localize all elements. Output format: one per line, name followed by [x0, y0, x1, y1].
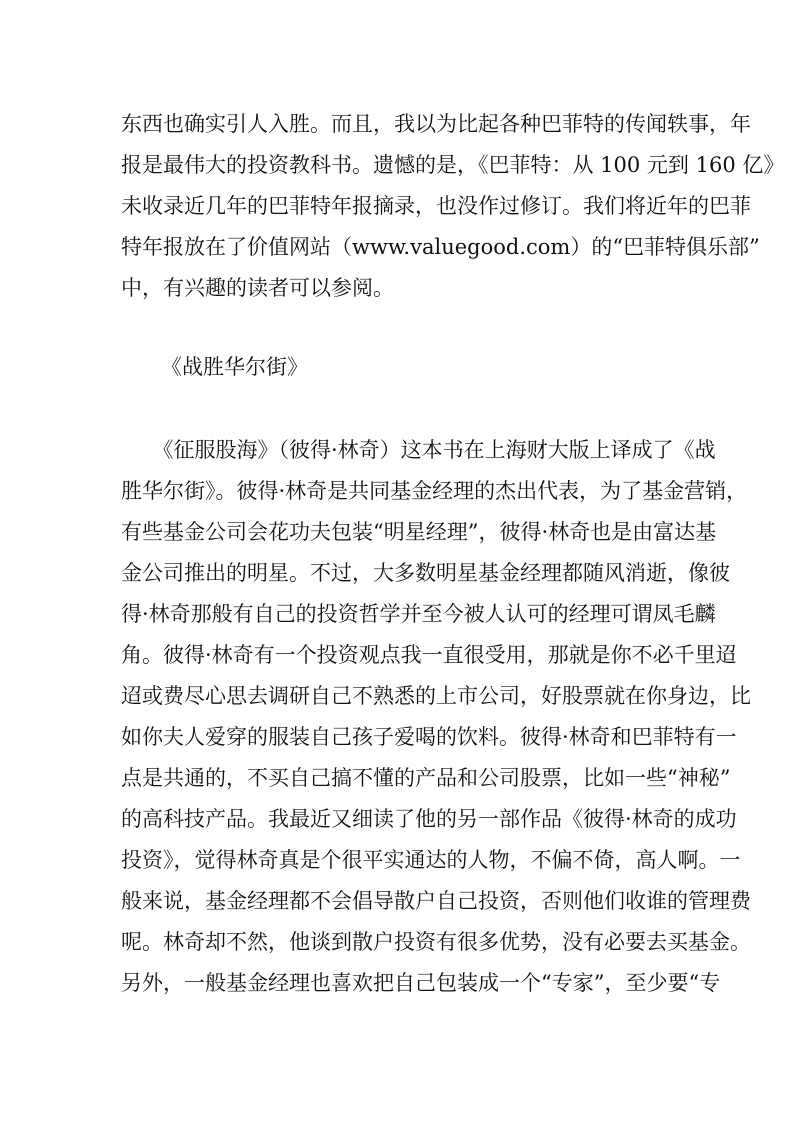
text-line: 如你夫人爱穿的服装自己孩子爱喝的饮料。彼得·林奇和巴菲特有一: [121, 725, 737, 749]
text-line: 有些基金公司会花功夫包装“明星经理”，彼得·林奇也是由富达基: [121, 520, 717, 544]
text-line: 《征服股海》（彼得·林奇）这本书在上海财大版上译成了《战: [121, 438, 716, 462]
text-line: 投资》，觉得林奇真是个很平实通达的人物，不偏不倚，高人啊。一: [121, 848, 741, 872]
text-line: 点是共通的，不买自己搞不懂的产品和公司股票，比如一些“神秘”: [121, 766, 731, 790]
text-line: 得·林奇那般有自己的投资哲学并至今被人认可的经理可谓凤毛麟: [121, 602, 716, 626]
text-line: 金公司推出的明星。不过，大多数明星基金经理都随风消逝，像彼: [121, 561, 730, 585]
text-line: 呢。林奇却不然，他谈到散户投资有很多优势，没有必要去买基金。: [121, 930, 751, 954]
text-line: 特年报放在了价值网站（www.valuegood.com）的“巴菲特俱乐部”: [121, 235, 760, 259]
text-line: 东西也确实引人入胜。而且，我以为比起各种巴菲特的传闻轶事，年: [121, 112, 751, 136]
text-line: 的高科技产品。我最近又细读了他的另一部作品《彼得·林奇的成功: [121, 807, 737, 831]
text-line: 未收录近几年的巴菲特年报摘录，也没作过修订。我们将近年的巴菲: [121, 194, 751, 218]
text-line: 中，有兴趣的读者可以参阅。: [121, 276, 394, 300]
text-line: 般来说，基金经理都不会倡导散户自己投资，否则他们收谁的管理费: [121, 889, 751, 913]
section-heading: 《战胜华尔街》: [161, 355, 308, 379]
text-line: 另外，一般基金经理也喜欢把自己包装成一个“专家”，至少要“专: [121, 971, 721, 995]
text-line: 迢或费尽心思去调研自己不熟悉的上市公司，好股票就在你身边，比: [121, 684, 751, 708]
text-line: 报是最伟大的投资教科书。遗憾的是，《巴菲特：从 100 元到 160 亿》: [121, 153, 785, 177]
text-line: 胜华尔街》。彼得·林奇是共同基金经理的杰出代表，为了基金营销，: [121, 479, 748, 503]
text-line: 角。彼得·林奇有一个投资观点我一直很受用，那就是你不必千里迢: [121, 643, 737, 667]
